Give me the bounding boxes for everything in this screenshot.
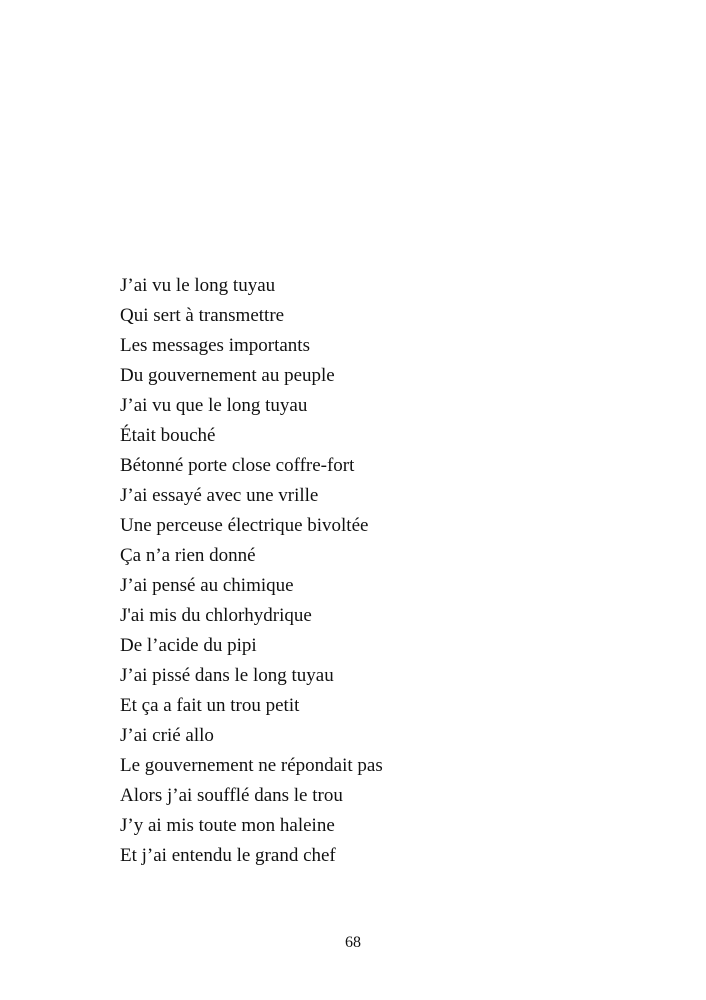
poem-line: J’ai pensé au chimique [120, 575, 294, 596]
poem-line: Qui sert à transmettre [120, 305, 285, 326]
poem-line: J'ai mis du chlorhydrique [120, 605, 312, 626]
poem-line: Une perceuse électrique bivoltée [120, 515, 369, 536]
poem-line: Ça n’a rien donné [120, 545, 256, 566]
poem-line: Du gouvernement au peuple [120, 365, 335, 386]
poem-line: Les messages importants [120, 335, 310, 356]
poem-line: Était bouché [120, 425, 216, 446]
poem-line: J’ai pissé dans le long tuyau [120, 665, 334, 686]
poem-line: J’ai vu que le long tuyau [120, 395, 308, 416]
poem-line: J’y ai mis toute mon haleine [120, 815, 335, 836]
poem-line: De l’acide du pipi [120, 635, 257, 656]
poem-line: Le gouvernement ne répondait pas [120, 755, 383, 776]
poem-line: J’ai vu le long tuyau [120, 275, 276, 296]
poem-line: Alors j’ai soufflé dans le trou [120, 785, 343, 806]
poem-line: Et j’ai entendu le grand chef [120, 845, 336, 866]
poem-line: J’ai crié allo [120, 725, 214, 746]
page-number: 68 [345, 934, 361, 951]
poem-line: Bétonné porte close coffre-fort [120, 455, 355, 476]
poem-line: J’ai essayé avec une vrille [120, 485, 319, 506]
poem-line: Et ça a fait un trou petit [120, 695, 300, 716]
poem-text [120, 271, 383, 871]
